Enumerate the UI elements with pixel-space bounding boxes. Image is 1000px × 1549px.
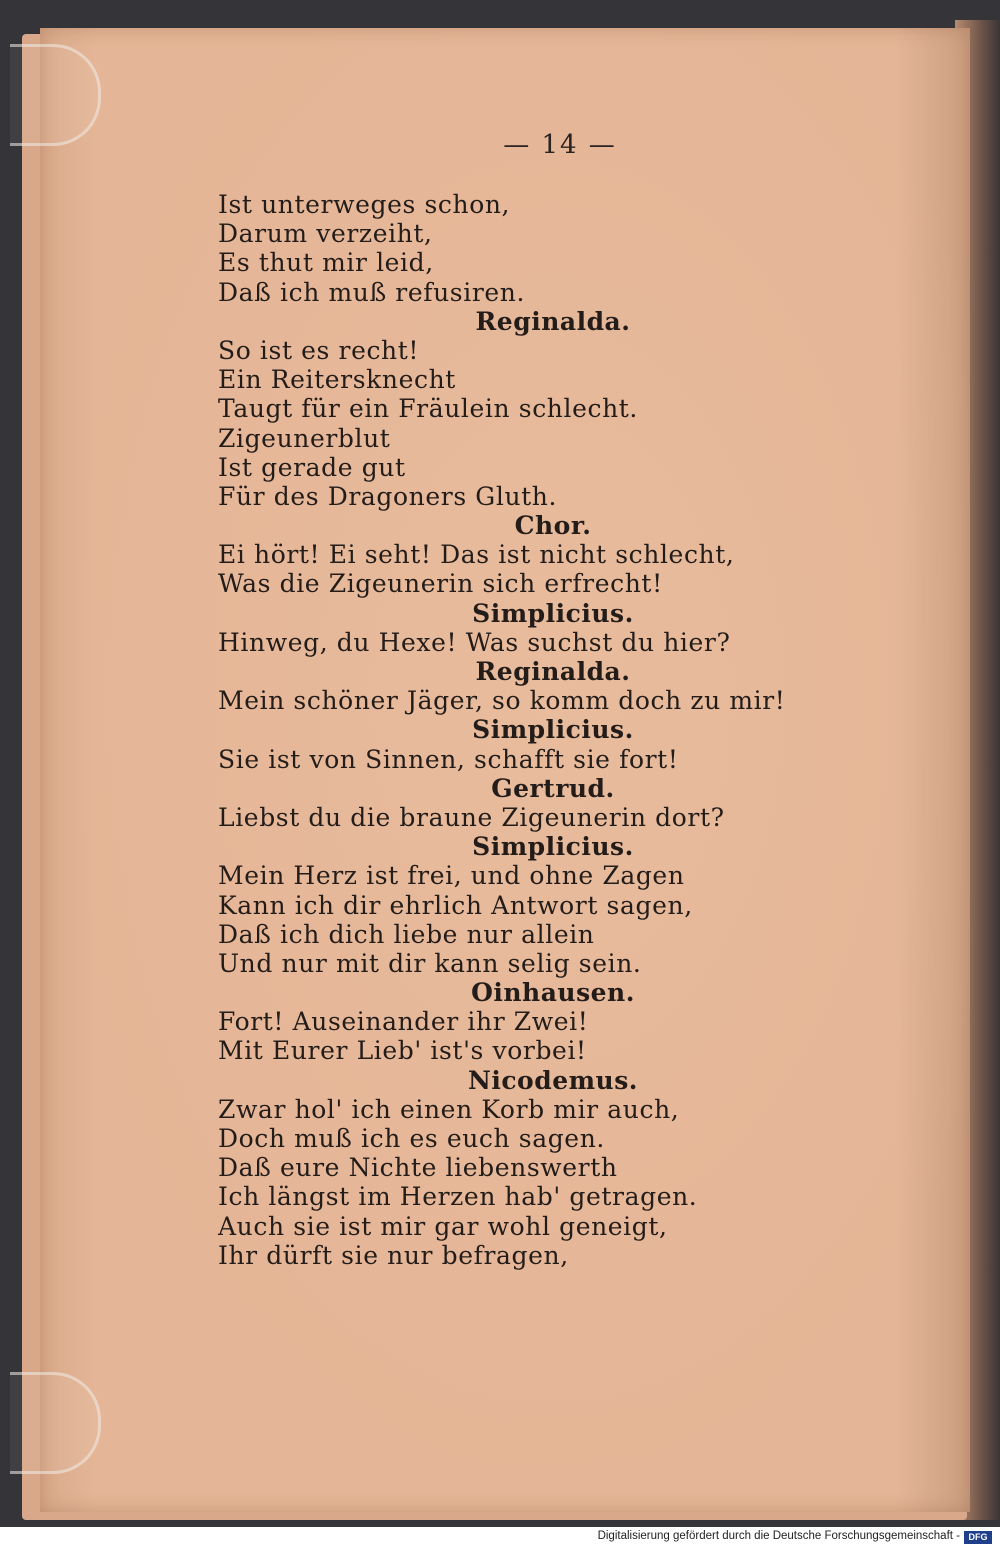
verse-line: Zwar hol' ich einen Korb mir auch, [218, 1094, 680, 1124]
verse-line: Daß ich dich liebe nur allein [218, 919, 595, 949]
verse-line: Liebst du die braune Zigeunerin dort? [218, 802, 725, 832]
verse-line: Ein Reitersknecht [218, 365, 456, 395]
verse-line: Mein schöner Jäger, so komm doch zu mir! [218, 686, 786, 716]
verse-line: Auch sie ist mir gar wohl geneigt, [218, 1211, 668, 1241]
verse-line: Für des Dragoners Gluth. [218, 481, 558, 511]
speaker-name: Simplicius. [472, 832, 634, 862]
verse-line: Ei hört! Ei seht! Das ist nicht schlecht, [218, 540, 735, 570]
verse-line: Daß eure Nichte liebenswerth [218, 1153, 618, 1183]
verse-line: Taugt für ein Fräulein schlecht. [218, 394, 638, 424]
clip-bottom [10, 1372, 101, 1474]
verse-line: Und nur mit dir kann selig sein. [218, 948, 642, 978]
dfg-logo: DFG [964, 1531, 992, 1544]
footer-bar [0, 1527, 1000, 1549]
verse-line: Zigeunerblut [218, 423, 391, 453]
speaker-name: Chor. [514, 511, 592, 541]
verse-line: Daß ich muß refusiren. [218, 277, 526, 307]
speaker-name: Simplicius. [472, 598, 634, 628]
speaker-name: Gertrud. [491, 773, 615, 803]
verse-line: Darum verzeiht, [218, 219, 433, 249]
verse-line: Hinweg, du Hexe! Was suchst du hier? [218, 627, 731, 657]
verse-line: Fort! Auseinander ihr Zwei! [218, 1007, 589, 1037]
verse-line: Kann ich dir ehrlich Antwort sagen, [218, 890, 693, 920]
verse-line: So ist es recht! [218, 335, 420, 365]
speaker-name: Nicodemus. [467, 1065, 639, 1095]
verse-line: Es thut mir leid, [218, 248, 434, 278]
verse-line: Ist unterweges schon, [218, 190, 511, 219]
speaker-name: Simplicius. [472, 715, 634, 745]
speaker-name: Reginalda. [475, 306, 631, 336]
verse-line: Ich längst im Herzen hab' getragen. [218, 1182, 698, 1212]
verse-line: Doch muß ich es euch sagen. [218, 1124, 605, 1153]
speaker-name: Oinhausen. [471, 978, 635, 1008]
footer-credit: Digitalisierung gefördert durch die Deutsche Forschungsgemeinschaft - [597, 1530, 960, 1542]
verse-line: Sie ist von Sinnen, schafft sie fort! [218, 744, 679, 774]
verse-line: Mit Eurer Lieb' ist's vorbei! [218, 1036, 587, 1066]
page-number: — 14 — [503, 130, 617, 160]
verse-text [218, 190, 818, 1270]
verse-line: Was die Zigeunerin sich erfrecht! [218, 569, 663, 599]
verse-line: Ist gerade gut [218, 452, 406, 482]
verse-line: Ihr dürft sie nur befragen, [218, 1240, 569, 1270]
verse-line: Mein Herz ist frei, und ohne Zagen [218, 861, 685, 891]
speaker-name: Reginalda. [475, 657, 631, 686]
